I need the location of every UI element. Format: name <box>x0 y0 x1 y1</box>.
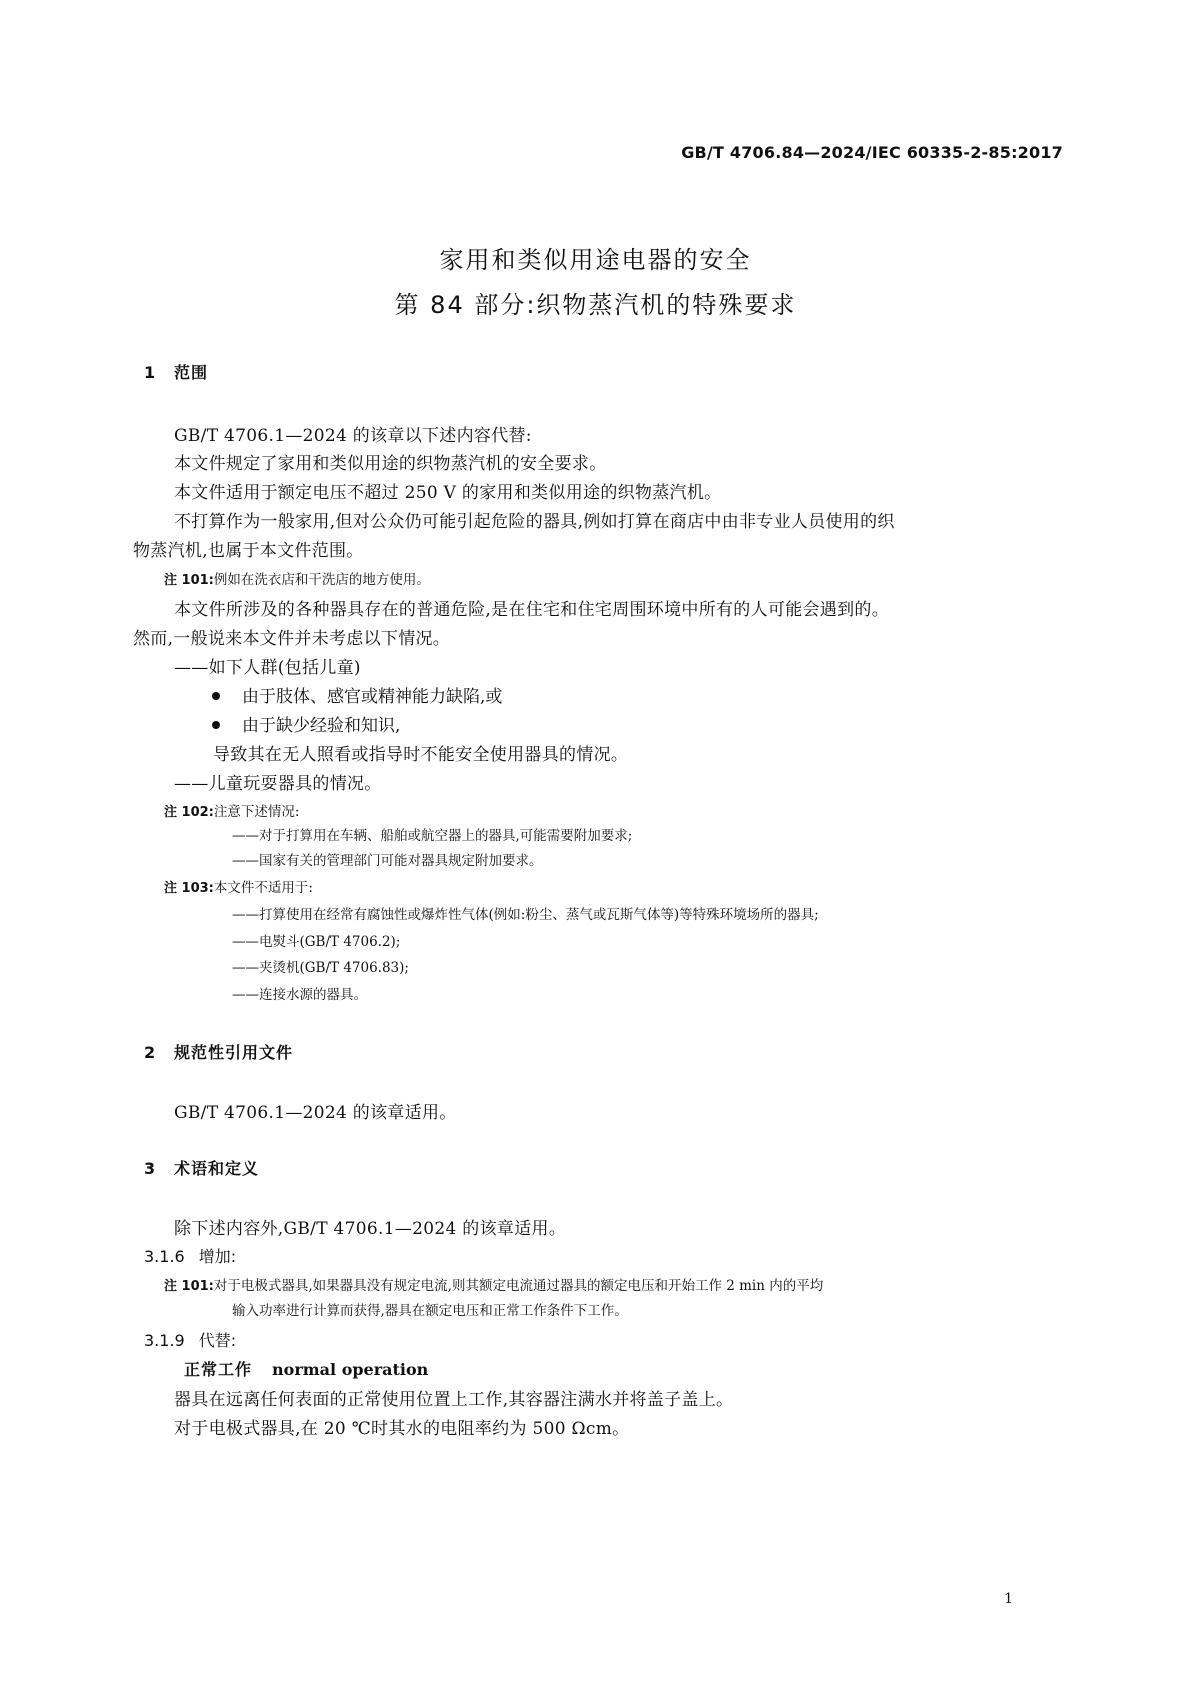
section-number: 1 <box>144 363 157 382</box>
bullet-item <box>212 711 400 736</box>
note-label: 注 103: <box>164 881 214 896</box>
note-item: ——连接水源的器具。 <box>232 987 367 1003</box>
note-item: ——对于打算用在车辆、船舶或航空器上的器具,可能需要附加要求; <box>232 828 633 844</box>
note-label: 注 102: <box>164 805 214 820</box>
paragraph: 导致其在无人照看或指导时不能安全使用器具的情况。 <box>213 745 629 765</box>
section-3-heading <box>144 1156 259 1179</box>
bullet-text: 由于缺少经验和知识, <box>242 716 401 736</box>
paragraph: 不打算作为一般家用,但对公众仍可能引起危险的器具,例如打算在商店中由非专业人员使用的织 <box>174 512 895 532</box>
note-text: 对于电极式器具,如果器具没有规定电流,则其额定电流通过器具的额定电压和开始工作 2 min 内的平均 <box>213 1278 824 1294</box>
note-text: 注意下述情况: <box>213 804 300 820</box>
section-number: 2 <box>144 1043 157 1062</box>
paragraph-continuation: 物蒸汽机,也属于本文件范围。 <box>133 541 364 561</box>
bullet-icon <box>212 692 220 700</box>
note-text: 例如在洗衣店和干洗店的地方使用。 <box>213 572 430 588</box>
section-title: 术语和定义 <box>174 1159 260 1178</box>
paragraph-continuation: 然而,一般说来本文件并未考虑以下情况。 <box>133 629 451 649</box>
bullet-item <box>212 682 502 707</box>
note-item: ——电熨斗(GB/T 4706.2); <box>232 934 401 950</box>
paragraph: 除下述内容外,GB/T 4706.1—2024 的该章适用。 <box>174 1219 567 1239</box>
note-item: ——国家有关的管理部门可能对器具规定附加要求。 <box>232 853 543 869</box>
standard-code: GB/T 4706.84—2024/IEC 60335-2-85:2017 <box>681 143 1063 162</box>
bullet-text: 由于肢体、感官或精神能力缺陷,或 <box>242 687 503 707</box>
section-title: 规范性引用文件 <box>174 1043 294 1062</box>
section-2-heading <box>144 1040 293 1063</box>
note-continuation: 输入功率进行计算而获得,器具在额定电压和正常工作条件下工作。 <box>232 1303 628 1319</box>
note-label: 注 101: <box>164 1279 214 1294</box>
subclause-number: 3.1.6 <box>144 1247 185 1266</box>
section-title: 范围 <box>174 363 209 382</box>
note-text: 本文件不适用于: <box>213 880 313 896</box>
paragraph: 本文件所涉及的各种器具存在的普通危险,是在住宅和住宅周围环境中所有的人可能会遇到的。 <box>174 600 890 620</box>
subclause-text: 代替: <box>198 1331 237 1350</box>
note-label: 注 101: <box>164 573 214 588</box>
term-chinese: 正常工作 <box>184 1360 253 1379</box>
dash-item: ——儿童玩耍器具的情况。 <box>174 774 382 794</box>
note <box>164 800 299 820</box>
paragraph: 本文件规定了家用和类似用途的织物蒸汽机的安全要求。 <box>174 454 607 474</box>
note-item: ——打算使用在经常有腐蚀性或爆炸性气体(例如:粉尘、蒸气或瓦斯气体等)等特殊环境场所的器具; <box>232 907 819 923</box>
bullet-icon <box>212 721 220 729</box>
page-number: 1 <box>1004 1591 1013 1607</box>
term-english: normal operation <box>272 1360 429 1379</box>
paragraph: GB/T 4706.1—2024 的该章以下述内容代替: <box>174 426 532 446</box>
paragraph: GB/T 4706.1—2024 的该章适用。 <box>174 1103 457 1123</box>
subclause-text: 增加: <box>198 1247 237 1266</box>
subclause-3-1-9 <box>144 1328 236 1351</box>
note-item: ——夹烫机(GB/T 4706.83); <box>232 960 409 976</box>
term-entry <box>184 1357 428 1380</box>
subclause-number: 3.1.9 <box>144 1331 185 1350</box>
note <box>164 568 430 588</box>
subclause-3-1-6 <box>144 1244 236 1267</box>
document-title-line2: 第 84 部分:织物蒸汽机的特殊要求 <box>394 291 797 319</box>
document-title-line1: 家用和类似用途电器的安全 <box>439 246 752 274</box>
section-1-heading <box>144 360 208 383</box>
section-number: 3 <box>144 1159 157 1178</box>
note <box>164 876 313 896</box>
note <box>164 1274 823 1294</box>
definition: 对于电极式器具,在 20 ℃时其水的电阻率约为 500 Ωcm。 <box>174 1419 630 1439</box>
dash-item: ——如下人群(包括儿童) <box>174 658 361 678</box>
definition: 器具在远离任何表面的正常使用位置上工作,其容器注满水并将盖子盖上。 <box>174 1390 734 1410</box>
paragraph: 本文件适用于额定电压不超过 250 V 的家用和类似用途的织物蒸汽机。 <box>174 483 722 503</box>
